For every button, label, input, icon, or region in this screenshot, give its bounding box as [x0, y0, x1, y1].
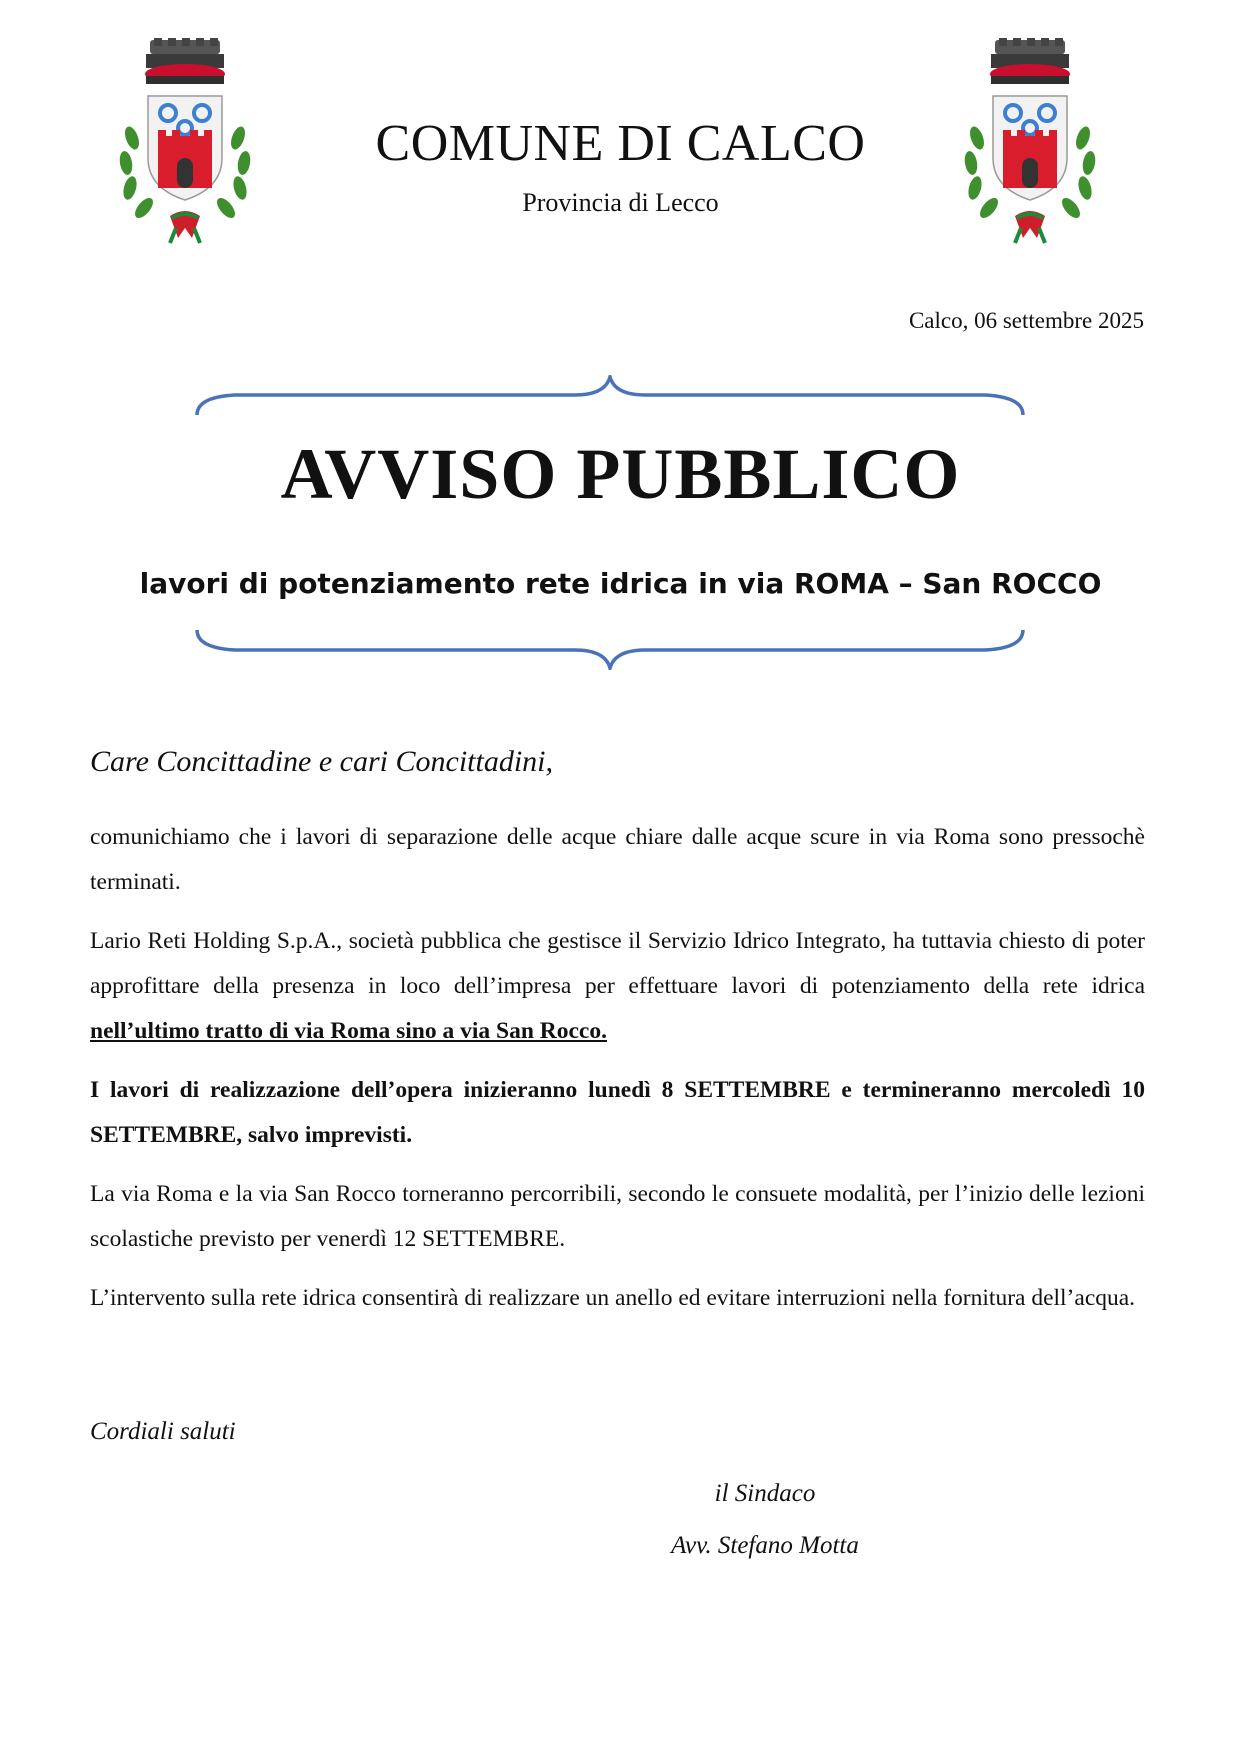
- signature-role: il Sindaco: [714, 1480, 816, 1507]
- brace-bottom-icon: [195, 620, 1025, 670]
- paragraph-4: La via Roma e la via San Rocco torneranno percorribili, secondo le consuete modalità, per l’inizio delle lezioni scolastiche previsto per venerdì 12 SETTEMBRE.: [90, 1181, 1145, 1252]
- notice-subtitle: lavori di potenziamento rete idrica in via ROMA – San ROCCO: [139, 567, 1102, 600]
- province-subtitle: Provincia di Lecco: [522, 188, 719, 217]
- municipality-title: COMUNE DI CALCO: [375, 115, 866, 172]
- paragraph-5: L’intervento sulla rete idrica consentirà di realizzare un anello ed evitare interruzioni nella fornitura dell’acqua.: [90, 1285, 1136, 1311]
- paragraph-3: I lavori di realizzazione dell’opera inizieranno lunedì 8 SETTEMBRE e termineranno mercoledì 10 SETTEMBRE, salvo imprevisti.: [90, 1077, 1145, 1148]
- signature-block: [600, 1468, 930, 1572]
- letter-date: Calco, 06 settembre 2025: [908, 308, 1144, 333]
- notice-title: AVVISO PUBBLICO: [280, 434, 961, 514]
- brace-top-icon: [195, 375, 1025, 425]
- paragraph-1: comunichiamo che i lavori di separazione delle acque chiare dalle acque scure in via Roma sono pressochè terminati.: [90, 824, 1145, 895]
- paragraph-2: [90, 919, 1145, 1054]
- closing: Cordiali saluti: [90, 1418, 236, 1445]
- paragraph-2-emphasis: nell’ultimo tratto di via Roma sino a via San Rocco.: [90, 1018, 607, 1044]
- paragraph-2-text: Lario Reti Holding S.p.A., società pubblica che gestisce il Servizio Idrico Integrato, ha tuttavia chiesto di poter approfittare della presenza in loco dell’impresa per effettuare lavori di potenziamento della rete idrica: [90, 928, 1145, 999]
- letter-body: [90, 815, 1145, 1335]
- salutation: Care Concittadine e cari Concittadini,: [90, 745, 554, 778]
- crown: [990, 38, 1070, 84]
- crown: [145, 38, 225, 84]
- signature-name: Avv. Stefano Motta: [671, 1532, 859, 1559]
